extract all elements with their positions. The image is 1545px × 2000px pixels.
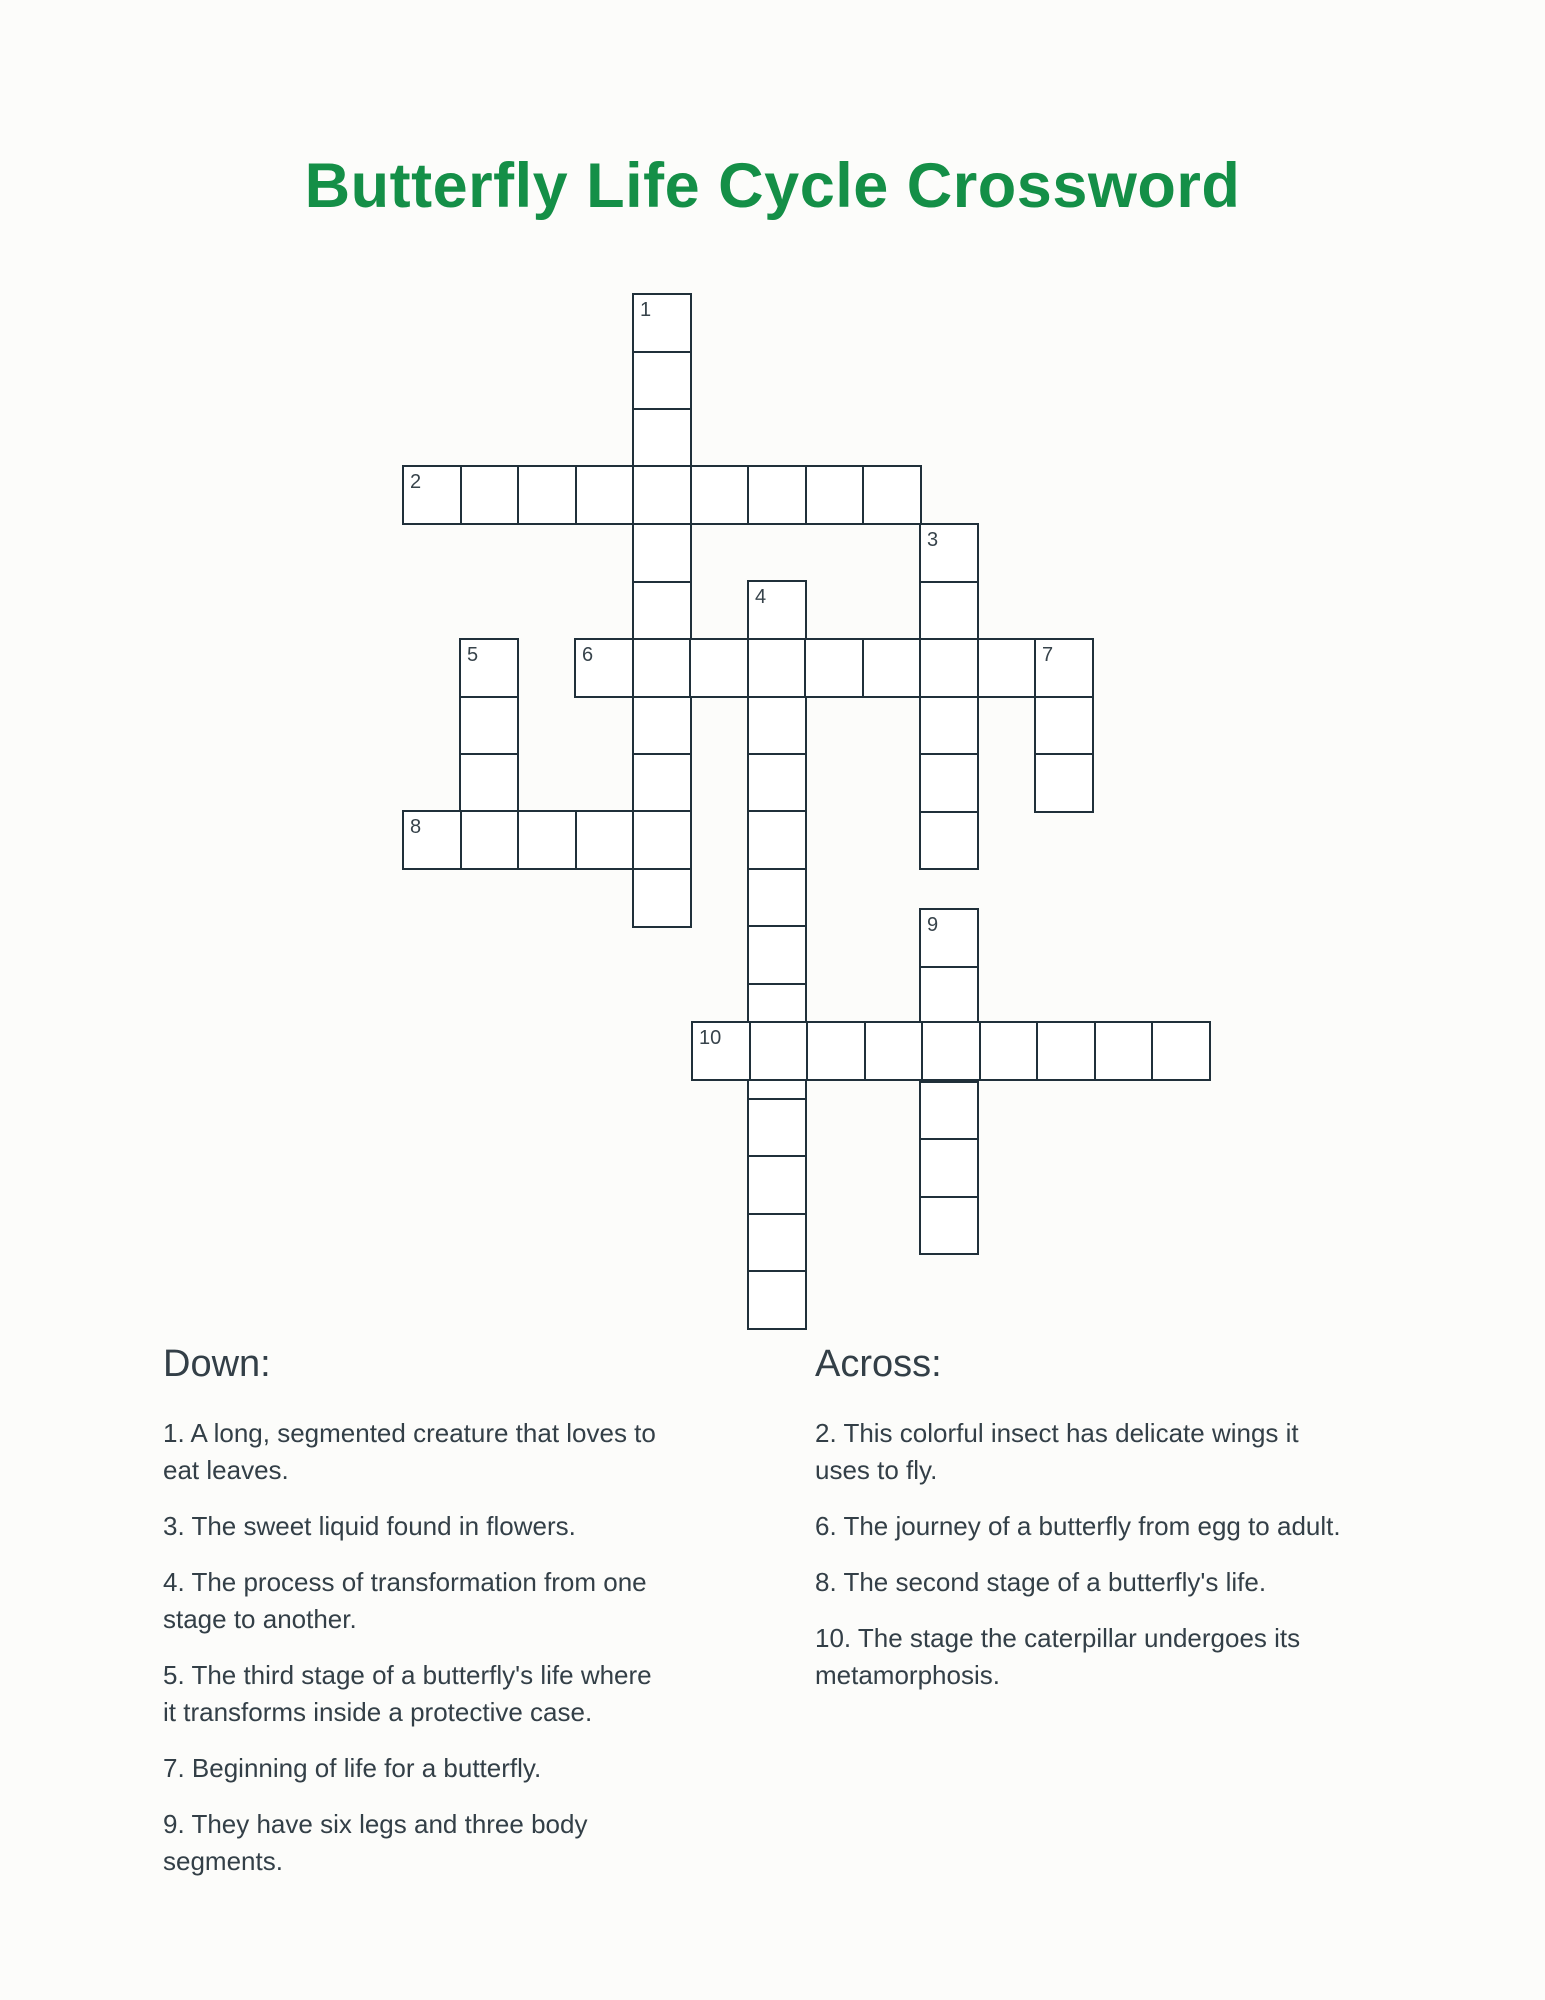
crossword-cell-4-down-1[interactable]	[748, 581, 806, 639]
crossword-cell-1-down-11[interactable]	[633, 869, 691, 927]
clue-line: uses to fly.	[815, 1455, 938, 1485]
crossword-cell-4-down-3[interactable]	[748, 696, 806, 754]
clue-line: 8. The second stage of a butterfly's life.	[815, 1567, 1267, 1597]
crossword-cell-2-across-7[interactable]	[748, 466, 806, 524]
crossword-cell-4-down-11[interactable]	[748, 1156, 806, 1214]
cell-number-1: 1	[640, 299, 652, 321]
crossword-cell-5-down-3[interactable]	[460, 754, 518, 812]
cell-number-9: 9	[927, 914, 939, 936]
clue-3-down	[163, 1508, 808, 1545]
down-clues-section	[163, 1340, 808, 1899]
crossword-cell-3-down-2[interactable]	[920, 582, 978, 640]
crossword-cell-3-down-1[interactable]	[920, 524, 978, 582]
crossword-cell-8-across-4[interactable]	[576, 811, 634, 869]
clue-7-down	[163, 1750, 808, 1787]
cell-number-2: 2	[410, 471, 422, 493]
crossword-cell-9-down-6[interactable]	[920, 1197, 978, 1255]
across-clues-header: Across:	[815, 1343, 942, 1385]
crossword-cell-2-across-1[interactable]	[403, 466, 461, 524]
crossword-cell-6-across-7[interactable]	[920, 639, 978, 697]
crossword-cell-8-across-2[interactable]	[461, 811, 519, 869]
cell-number-6: 6	[582, 644, 594, 666]
crossword-cell-7-down-3[interactable]	[1035, 754, 1093, 812]
clue-line: eat leaves.	[163, 1455, 289, 1485]
crossword-cell-1-down-8[interactable]	[633, 697, 691, 755]
crossword-cell-2-across-3[interactable]	[518, 466, 576, 524]
crossword-cell-6-across-8[interactable]	[978, 639, 1036, 697]
crossword-cell-10-across-8[interactable]	[1095, 1022, 1153, 1080]
word-9-down	[919, 908, 979, 1255]
across-clues-list	[815, 1415, 1435, 1694]
crossword-cell-8-across-1[interactable]	[403, 811, 461, 869]
clue-9-down	[163, 1806, 808, 1880]
crossword-cell-9-down-5[interactable]	[920, 1139, 978, 1197]
clue-line: segments.	[163, 1846, 283, 1876]
clue-5-down	[163, 1657, 808, 1731]
clue-line: 1. A long, segmented creature that loves to	[163, 1418, 656, 1448]
crossword-cell-10-across-3[interactable]	[807, 1022, 865, 1080]
crossword-cell-10-across-2[interactable]	[750, 1022, 808, 1080]
crossword-cell-4-down-12[interactable]	[748, 1214, 806, 1272]
crossword-cell-6-across-1[interactable]	[575, 639, 633, 697]
page-title: Butterfly Life Cycle Crossword	[304, 151, 1241, 222]
crossword-cell-4-down-5[interactable]	[748, 811, 806, 869]
crossword-cell-1-down-2[interactable]	[633, 352, 691, 410]
clue-4-down	[163, 1564, 808, 1638]
across-clues-section	[815, 1340, 1435, 1713]
clue-line: metamorphosis.	[815, 1660, 1000, 1690]
clue-line: 10. The stage the caterpillar undergoes its	[815, 1623, 1301, 1653]
crossword-cell-10-across-7[interactable]	[1037, 1022, 1095, 1080]
crossword-cell-4-down-7[interactable]	[748, 926, 806, 984]
crossword-cell-10-across-9[interactable]	[1152, 1022, 1210, 1080]
cell-number-8: 8	[410, 816, 422, 838]
crossword-cell-8-across-5[interactable]	[633, 811, 691, 869]
crossword-cell-2-across-4[interactable]	[576, 466, 634, 524]
clue-6-across	[815, 1508, 1435, 1545]
crossword-cell-10-across-5[interactable]	[922, 1022, 980, 1080]
crossword-cell-10-across-4[interactable]	[865, 1022, 923, 1080]
crossword-cell-10-across-1[interactable]	[692, 1022, 750, 1080]
clue-8-across	[815, 1564, 1435, 1601]
crossword-cell-9-down-2[interactable]	[920, 967, 978, 1025]
word-6-across	[574, 638, 1094, 698]
crossword-cell-5-down-1[interactable]	[460, 639, 518, 697]
crossword-cell-6-across-6[interactable]	[863, 639, 921, 697]
clue-10-across	[815, 1620, 1435, 1694]
cell-number-7: 7	[1042, 644, 1054, 666]
clue-2-across	[815, 1415, 1435, 1489]
crossword-cell-1-down-6[interactable]	[633, 582, 691, 640]
crossword-cell-1-down-3[interactable]	[633, 409, 691, 467]
cell-number-5: 5	[467, 644, 479, 666]
crossword-cell-6-across-2[interactable]	[633, 639, 691, 697]
crossword-cell-6-across-3[interactable]	[690, 639, 748, 697]
crossword-cell-6-across-5[interactable]	[805, 639, 863, 697]
crossword-cell-4-down-4[interactable]	[748, 754, 806, 812]
crossword-cell-2-across-8[interactable]	[806, 466, 864, 524]
cell-number-4: 4	[755, 586, 767, 608]
crossword-cell-3-down-6[interactable]	[920, 812, 978, 870]
crossword-cell-6-across-4[interactable]	[748, 639, 806, 697]
clue-line: it transforms inside a protective case.	[163, 1697, 593, 1727]
clue-line: 7. Beginning of life for a butterfly.	[163, 1753, 542, 1783]
down-clues-header: Down:	[163, 1343, 271, 1385]
clue-line: 9. They have six legs and three body	[163, 1809, 588, 1839]
clue-line: 3. The sweet liquid found in flowers.	[163, 1511, 576, 1541]
crossword-cell-9-down-4[interactable]	[920, 1082, 978, 1140]
down-clues-list	[163, 1415, 808, 1880]
word-10-across	[691, 1021, 1211, 1081]
crossword-cell-2-across-2[interactable]	[461, 466, 519, 524]
cell-number-3: 3	[927, 529, 939, 551]
crossword-cell-3-down-5[interactable]	[920, 754, 978, 812]
crossword-cell-1-down-5[interactable]	[633, 524, 691, 582]
crossword-cell-5-down-2[interactable]	[460, 697, 518, 755]
clue-line: 5. The third stage of a butterfly's life where	[163, 1660, 652, 1690]
word-8-across	[402, 810, 692, 870]
crossword-cell-10-across-6[interactable]	[980, 1022, 1038, 1080]
crossword-cell-4-down-13[interactable]	[748, 1271, 806, 1329]
cell-number-10: 10	[699, 1027, 722, 1049]
crossword-cell-7-down-2[interactable]	[1035, 697, 1093, 755]
crossword-cell-4-down-6[interactable]	[748, 869, 806, 927]
clue-line: stage to another.	[163, 1604, 357, 1634]
crossword-cell-9-down-1[interactable]	[920, 909, 978, 967]
clue-line: 2. This colorful insect has delicate wings it	[815, 1418, 1299, 1448]
clue-line: 4. The process of transformation from one	[163, 1567, 647, 1597]
crossword-cell-3-down-4[interactable]	[920, 697, 978, 755]
crossword-cell-2-across-5[interactable]	[633, 466, 691, 524]
crossword-cell-2-across-9[interactable]	[863, 466, 921, 524]
crossword-cell-8-across-3[interactable]	[518, 811, 576, 869]
crossword-cell-2-across-6[interactable]	[691, 466, 749, 524]
clue-1-down	[163, 1415, 808, 1489]
clue-line: 6. The journey of a butterfly from egg to adult.	[815, 1511, 1341, 1541]
crossword-cell-4-down-10[interactable]	[748, 1099, 806, 1157]
crossword-cell-1-down-9[interactable]	[633, 754, 691, 812]
crossword-cell-1-down-1[interactable]	[633, 294, 691, 352]
word-2-across	[402, 465, 922, 525]
